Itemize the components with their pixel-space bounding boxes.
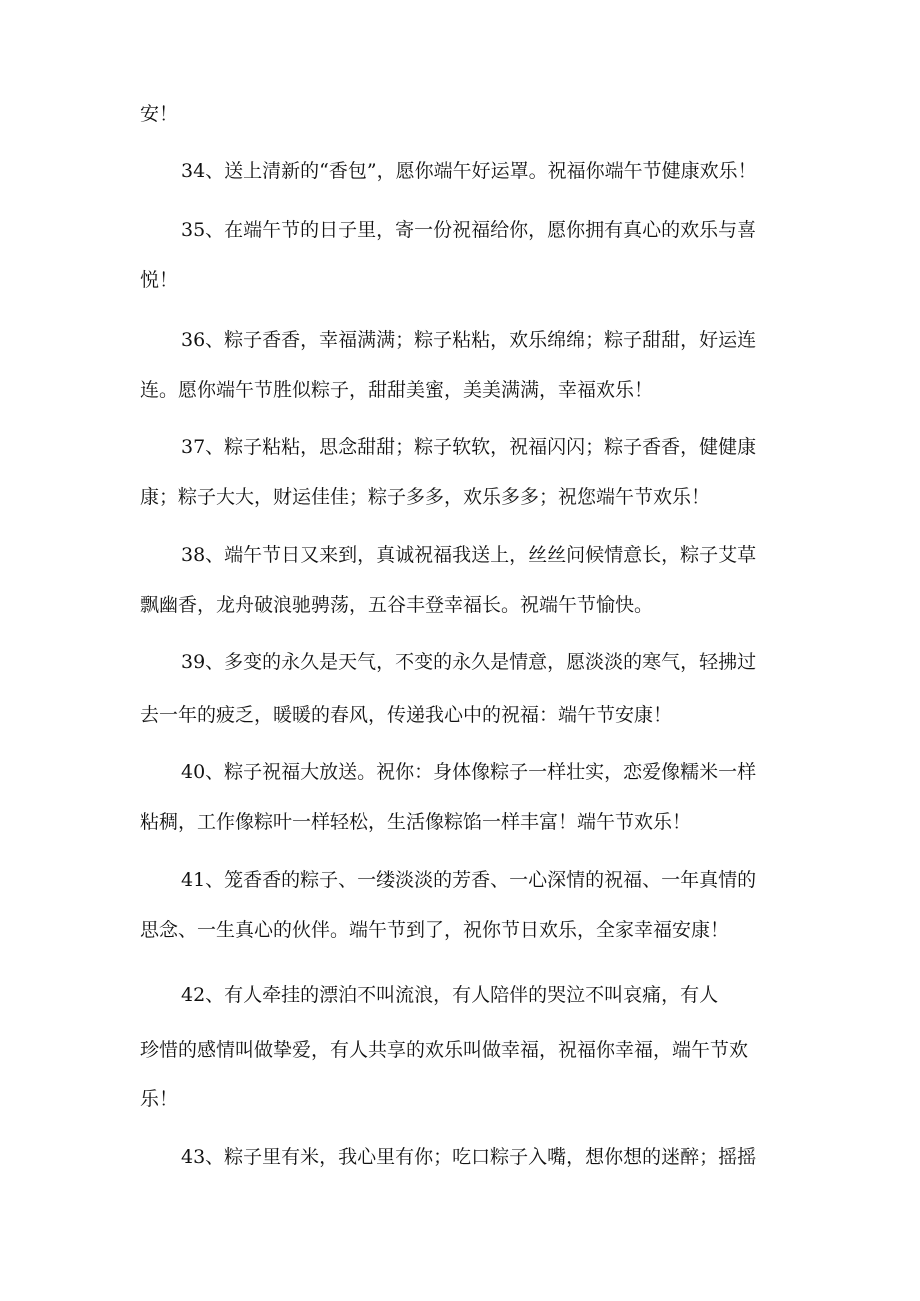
text-line: 思念、一生真心的伙伴。端午节到了，祝你节日欢乐，全家幸福安康！ (140, 919, 730, 941)
text-line: 安！ (140, 103, 179, 125)
text-line: 连。愿你端午节胜似粽子，甜甜美蜜，美美满满，幸福欢乐！ (140, 379, 654, 401)
text-line: 37、粽子粘粘，思念甜甜；粽子软软，祝福闪闪；粽子香香，健健康 (181, 436, 757, 458)
text-line: 乐！ (140, 1088, 179, 1110)
text-line: 去一年的疲乏，暖暖的春风，传递我心中的祝福：端午节安康！ (140, 704, 673, 726)
text-line: 42、有人牵挂的漂泊不叫流浪，有人陪伴的哭泣不叫哀痛，有人 (181, 984, 719, 1006)
text-line: 36、粽子香香，幸福满满；粽子粘粘，欢乐绵绵；粽子甜甜，好运连 (181, 329, 757, 351)
text-line: 34、送上清新的“香包”，愿你端午好运罩。祝福你端午节健康欢乐！ (181, 160, 757, 182)
text-line: 悦！ (140, 269, 179, 291)
text-line: 飘幽香，龙舟破浪驰骋荡，五谷丰登幸福长。祝端午节愉快。 (140, 594, 654, 616)
text-line: 40、粽子祝福大放送。祝你：身体像粽子一样壮实，恋爱像糯米一样 (181, 761, 757, 783)
text-line: 粘稠，工作像粽叶一样轻松，生活像粽馅一样丰富！端午节欢乐！ (140, 811, 692, 833)
text-line: 41、笼香香的粽子、一缕淡淡的芳香、一心深情的祝福、一年真情的 (181, 869, 757, 891)
text-line: 38、端午节日又来到，真诚祝福我送上，丝丝问候情意长，粽子艾草 (181, 544, 757, 566)
text-line: 39、多变的永久是天气，不变的永久是情意，愿淡淡的寒气，轻拂过 (181, 651, 757, 673)
text-line: 珍惜的感情叫做挚爱，有人共享的欢乐叫做幸福，祝福你幸福，端午节欢 (140, 1039, 749, 1061)
text-line: 康；粽子大大，财运佳佳；粽子多多，欢乐多多；祝您端午节欢乐！ (140, 486, 711, 508)
text-line: 43、粽子里有米，我心里有你；吃口粽子入嘴，想你想的迷醉；摇摇 (181, 1146, 757, 1168)
text-line: 35、在端午节的日子里，寄一份祝福给你，愿你拥有真心的欢乐与喜 (181, 219, 757, 241)
